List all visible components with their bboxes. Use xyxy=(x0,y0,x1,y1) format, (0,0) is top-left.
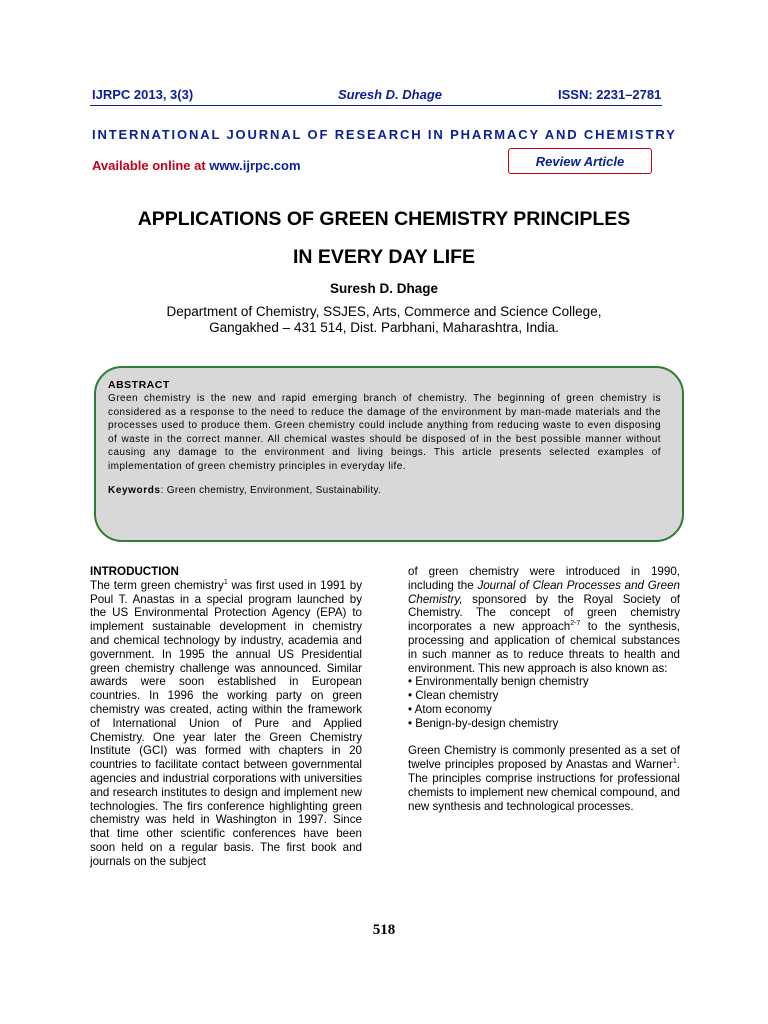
list-item: • Atom economy xyxy=(408,702,492,716)
abstract-content xyxy=(108,379,661,496)
journal-title-italic: Journal of Clean Processes and Green Chemistry, xyxy=(408,578,680,606)
paragraph-text: was first used in 1991 by Poul T. Anastas in a special program launched by the US Environmental Protection Agency (EPA) to implement sustainable development in chemistry and chemical technology by industry, academia and government. In 1995 the annual US Presidential green chemistry challenge was announced. Similar awards were soon established in European countries. In 1996 the working party on green chemistry was created, acting within the framework of International Union of Pure and Applied Chemistry. One year later the Green Chemistry Institute (GCI) was formed with chapters in 20 countries to facilitate contact between governmental agencies and industrial corporations with universities and research institutes to design and implement new technologies. The firs conference highlighting green chemistry was held in Washington in 1997. Since that time other scientific conferences have been soon held on a regular basis. The first book and journals on the subject xyxy=(90,578,362,868)
affiliation-line-2: Gangakhed – 431 514, Dist. Parbhani, Maharashtra, India. xyxy=(209,320,559,335)
header-author: Suresh D. Dhage xyxy=(338,87,443,102)
affiliation-line-1: Department of Chemistry, SSJES, Arts, Commerce and Science College, xyxy=(166,304,602,319)
list-item: • Benign-by-design chemistry xyxy=(408,716,559,730)
list-item: • Environmentally benign chemistry xyxy=(408,675,589,689)
page-number: 518 xyxy=(372,922,396,938)
paragraph-text: The term green chemistry xyxy=(90,578,224,592)
header-issn: ISSN: 2231–2781 xyxy=(558,87,662,102)
introduction-paragraph-1 xyxy=(90,579,362,869)
journal-name: INTERNATIONAL JOURNAL OF RESEARCH IN PHARMACY AND CHEMISTRY xyxy=(92,127,677,142)
abstract-text: Green chemistry is the new and rapid emerging branch of chemistry. The beginning of green chemistry is considered as a response to the need to reduce the damage of the environment by man-made materials and the processes used to produce them. Green chemistry could include anything from reducing waste to even disposing of waste in the correct manner. All chemical wastes should be disposed of in the best possible manner without causing any damage to the environment and living beings. This article presents selected examples of implementation of green chemistry principles in everyday life. xyxy=(108,393,661,472)
article-type-badge: Review Article xyxy=(508,148,652,174)
citation-superscript: 1 xyxy=(223,578,228,586)
author-name: Suresh D. Dhage xyxy=(329,281,439,296)
citation-superscript: 1 xyxy=(672,758,677,766)
article-title-line-1: APPLICATIONS OF GREEN CHEMISTRY PRINCIPLES xyxy=(137,208,631,230)
body-column-right xyxy=(408,565,680,813)
approach-list xyxy=(408,675,680,730)
paragraph-text: sponsored by the Royal Society of Chemistry. The concept of green chemistry incorporates a new approach xyxy=(408,592,680,634)
introduction-paragraph-2 xyxy=(408,565,680,675)
list-item: • Clean chemistry xyxy=(408,689,499,703)
introduction-heading: INTRODUCTION xyxy=(90,565,179,578)
citation-superscript: 2-7 xyxy=(570,620,581,628)
paragraph-gap xyxy=(408,731,680,745)
abstract-heading: ABSTRACT xyxy=(108,379,170,391)
availability-line xyxy=(92,158,301,173)
paragraph-text: Green Chemistry is commonly presented as a set of twelve principles proposed by Anastas and Warner xyxy=(408,744,680,772)
keywords-line xyxy=(108,485,661,496)
header-rule xyxy=(90,105,662,106)
header-citation: IJRPC 2013, 3(3) xyxy=(92,87,194,102)
availability-label: Available online at xyxy=(92,158,210,173)
keywords-text: : Green chemistry, Environment, Sustainability. xyxy=(160,485,382,496)
keywords-label: Keywords xyxy=(108,485,161,496)
paragraph-text: . The principles comprise instructions for professional chemists to implement new chemical compound, and new synthesis and technological processes. xyxy=(408,758,680,813)
paragraph-text: to the synthesis, processing and application of chemical substances in such manner as to reduce threats to health and environment. This new approach is also known as: xyxy=(408,620,680,675)
introduction-paragraph-3 xyxy=(408,744,680,813)
journal-url-link[interactable]: www.ijrpc.com xyxy=(209,158,301,173)
body-column-left xyxy=(90,565,362,869)
paragraph-text: of green chemistry were introduced in 1990, including the xyxy=(408,565,680,592)
article-title-line-2: IN EVERY DAY LIFE xyxy=(292,246,476,268)
